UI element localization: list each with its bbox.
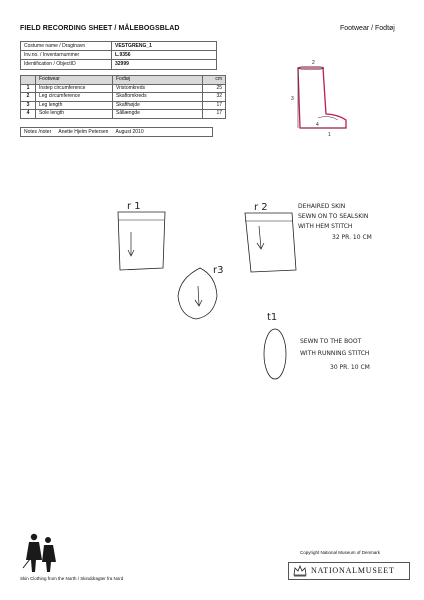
meta-value: VESTGRENG_1 bbox=[112, 42, 217, 51]
column-header-cm: cm bbox=[203, 76, 226, 85]
meta-label: Inv.no. / Inventarnummer bbox=[21, 51, 112, 60]
notes-date: August 2010 bbox=[115, 129, 144, 135]
crown-icon bbox=[293, 565, 307, 577]
museum-name: NATIONALMUSEET bbox=[311, 566, 395, 575]
row-cm: 17 bbox=[203, 110, 226, 119]
diagram-label-bottom: 1 bbox=[328, 132, 331, 138]
row-danish: Skaftomkreds bbox=[113, 93, 203, 102]
row-name: Leg length bbox=[36, 101, 113, 110]
row-cm: 32 bbox=[203, 93, 226, 102]
meta-value: L.9356 bbox=[112, 51, 217, 60]
arrow-icon bbox=[198, 286, 199, 305]
museum-logo bbox=[288, 562, 410, 580]
diagram-label-left: 3 bbox=[291, 96, 294, 102]
piece-label-r1: r 1 bbox=[127, 201, 141, 212]
meta-label: Identification / ObjectID bbox=[21, 60, 112, 69]
copyright-text: Copyright National Museum of Denmark bbox=[300, 550, 381, 555]
handwritten-note-1 bbox=[298, 203, 372, 241]
sheet-title: FIELD RECORDING SHEET / MÅLEBOGSBLAD bbox=[20, 25, 180, 32]
note-line: 30 PR. 10 CM bbox=[330, 364, 370, 371]
piece-label-r3: r3 bbox=[213, 265, 224, 276]
row-cm: 17 bbox=[203, 101, 226, 110]
diagram-label-sole: 4 bbox=[316, 122, 319, 128]
note-line: WITH HEM STITCH bbox=[298, 223, 353, 230]
piece-t1 bbox=[264, 312, 286, 379]
row-number: 2 bbox=[21, 93, 36, 102]
piece-r1 bbox=[118, 201, 165, 270]
note-line: SEWN TO THE BOOT bbox=[300, 338, 362, 345]
notes-label: Notes /noter bbox=[24, 129, 52, 135]
meta-label: Costume name / Dragtnavn bbox=[21, 42, 112, 51]
row-number: 4 bbox=[21, 110, 36, 119]
row-name: Sole length bbox=[36, 110, 113, 119]
category-label: Footwear / Fodtøj bbox=[340, 25, 395, 32]
notes-author: Anette Hjelm Petersen bbox=[58, 129, 109, 135]
note-line: SEWN ON TO SEALSKIN bbox=[298, 213, 369, 220]
piece-label-t1: t1 bbox=[267, 312, 278, 323]
row-danish: Sållængde bbox=[113, 110, 203, 119]
row-danish: Skafthøjde bbox=[113, 101, 203, 110]
piece-r3 bbox=[178, 265, 223, 319]
diagram-label-top: 2 bbox=[312, 60, 315, 66]
piece-label-r2: r 2 bbox=[254, 202, 268, 213]
row-danish: Vristomkreds bbox=[113, 84, 203, 93]
row-name: Leg circumference bbox=[36, 93, 113, 102]
note-line: WITH RUNNING STITCH bbox=[300, 350, 370, 357]
row-number: 3 bbox=[21, 101, 36, 110]
arrow-icon bbox=[259, 226, 261, 248]
row-cm: 25 bbox=[203, 84, 226, 93]
piece-r2 bbox=[245, 202, 296, 272]
column-header-fodtoj: Fodtøj bbox=[113, 76, 203, 85]
note-line: DEHAIRED SKIN bbox=[298, 203, 346, 210]
row-number: 1 bbox=[21, 84, 36, 93]
row-name: Instep circumference bbox=[36, 84, 113, 93]
column-header-footwear: Footwear bbox=[36, 76, 113, 85]
footer-project-label: Skin Clothing from the North / Skinddragter fra Nord bbox=[20, 576, 124, 581]
skin-clothing-logo-icon bbox=[20, 532, 60, 574]
meta-value: 32999 bbox=[112, 60, 217, 69]
handwritten-note-2 bbox=[300, 338, 370, 371]
note-line: 32 PR. 10 CM bbox=[332, 234, 372, 241]
